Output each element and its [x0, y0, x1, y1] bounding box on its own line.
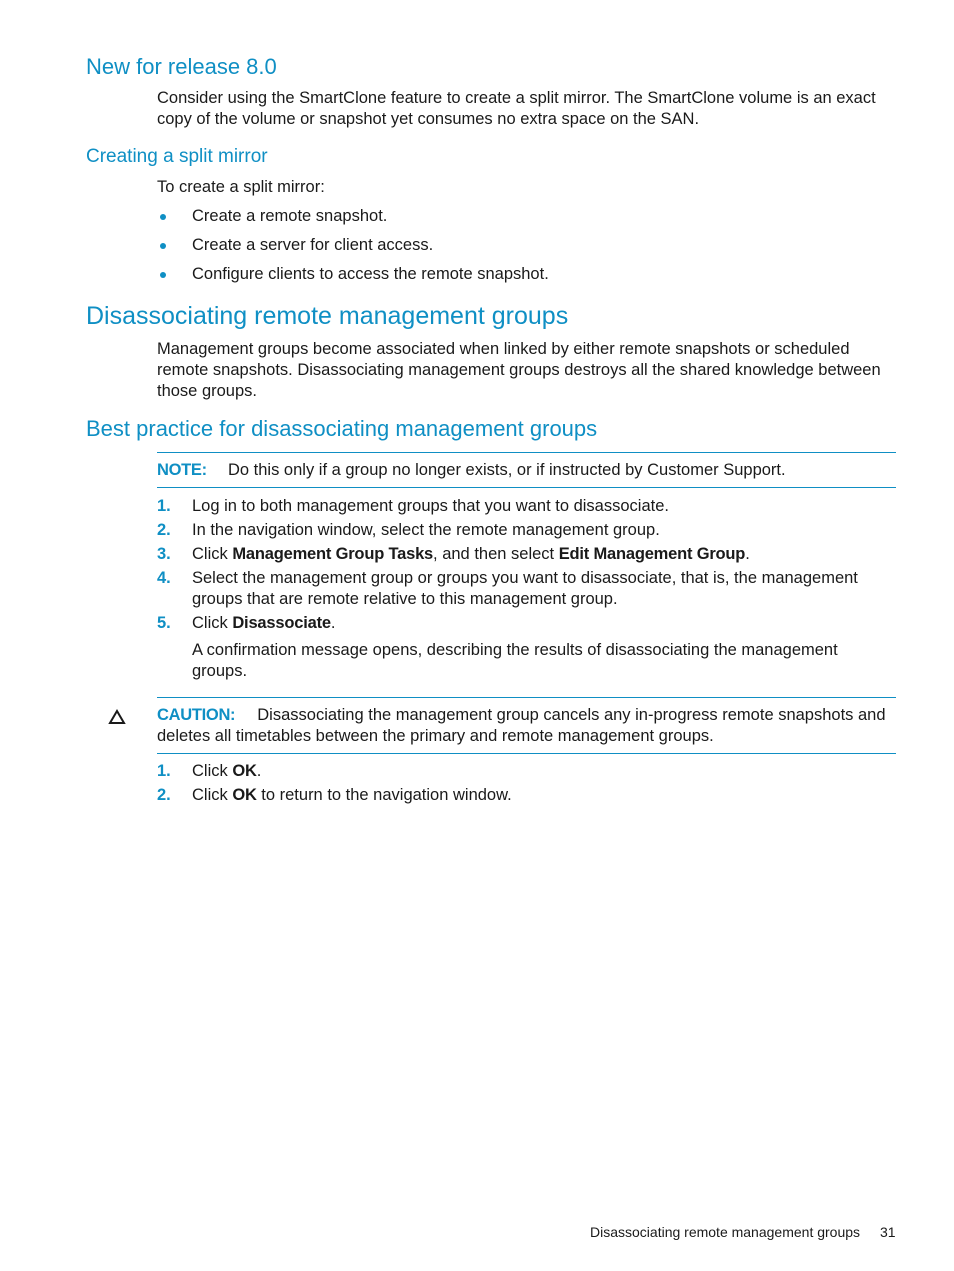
- step-number: 1.: [157, 497, 171, 515]
- step-item: [157, 785, 897, 806]
- step-item: [157, 613, 897, 682]
- note-text: Do this only if a group no longer exists, or if instructed by Customer Support.: [228, 461, 786, 479]
- steps-list: [157, 496, 897, 685]
- list-item: [157, 264, 897, 293]
- note-label: NOTE:: [157, 461, 207, 479]
- note-box: [157, 452, 896, 488]
- step-text: Click: [192, 614, 233, 632]
- step-text: , and then select: [433, 545, 559, 563]
- step-text: to return to the navigation window.: [256, 786, 512, 804]
- step-text: Click: [192, 786, 233, 804]
- paragraph-disassociating: Management groups become associated when linked by either remote snapshots or scheduled remote snapshots. Disassociating management groups destroys all the shared knowledge between those groups.: [157, 340, 881, 400]
- step-item: [157, 496, 897, 517]
- step-item: [157, 520, 897, 541]
- list-item-text: Create a server for client access.: [192, 236, 434, 254]
- step-number: 5.: [157, 614, 171, 632]
- step-number: 2.: [157, 786, 171, 804]
- step-number: 4.: [157, 569, 171, 587]
- step-item: [157, 544, 897, 565]
- heading-new-for-release: New for release 8.0: [86, 54, 277, 79]
- heading-disassociating: Disassociating remote management groups: [86, 302, 569, 330]
- step-number: 2.: [157, 521, 171, 539]
- step-text: .: [745, 545, 750, 563]
- list-item: [157, 206, 897, 235]
- caution-triangle-icon: [108, 709, 126, 725]
- step-item: [157, 568, 897, 610]
- step-result-text: A confirmation message opens, describing the results of disassociating the management groups.: [192, 641, 838, 680]
- step-text: .: [330, 614, 336, 632]
- ui-term-ok: OK: [232, 762, 257, 780]
- bullet-dot-icon: [160, 243, 166, 249]
- bullet-dot-icon: [160, 214, 166, 220]
- list-item: [157, 235, 897, 264]
- caution-text: Disassociating the management group cancels any in-progress remote snapshots and deletes all timetables between the primary and remote management groups.: [157, 706, 886, 745]
- footer-page-number: 31: [880, 1224, 896, 1240]
- ui-term-management-group-tasks: Management Group Tasks: [232, 545, 434, 563]
- step-text: .: [256, 762, 262, 780]
- caution-content: [157, 705, 896, 747]
- ui-term-disassociate: Disassociate: [232, 614, 331, 632]
- step-text: Click: [192, 762, 233, 780]
- step-text: Click: [192, 545, 233, 563]
- list-item-text: Create a remote snapshot.: [192, 207, 388, 225]
- paragraph-split-mirror-intro: To create a split mirror:: [157, 178, 325, 196]
- list-item-text: Configure clients to access the remote snapshot.: [192, 265, 549, 283]
- step-text: Select the management group or groups you want to disassociate, that is, the management groups that are remote relative to this management group.: [192, 569, 858, 608]
- step-text: In the navigation window, select the remote management group.: [192, 521, 660, 539]
- step-number: 1.: [157, 762, 171, 780]
- step-number: 3.: [157, 545, 171, 563]
- step-text: Log in to both management groups that you want to disassociate.: [192, 497, 669, 515]
- caution-box: [157, 697, 896, 754]
- split-mirror-bullet-list: [157, 206, 897, 293]
- ui-term-ok: OK: [232, 786, 257, 804]
- caution-label: CAUTION:: [157, 706, 236, 724]
- ui-term-edit-management-group: Edit Management Group: [558, 545, 746, 563]
- step-item: [157, 761, 897, 782]
- heading-creating-split-mirror: Creating a split mirror: [86, 146, 268, 167]
- paragraph-smartclone: Consider using the SmartClone feature to create a split mirror. The SmartClone volume is an exact copy of the volume or snapshot yet consumes no extra space on the SAN.: [157, 89, 876, 128]
- footer-title: Disassociating remote management groups: [590, 1224, 861, 1240]
- heading-best-practice: Best practice for disassociating management groups: [86, 416, 598, 441]
- steps-list-2: [157, 761, 897, 809]
- bullet-dot-icon: [160, 272, 166, 278]
